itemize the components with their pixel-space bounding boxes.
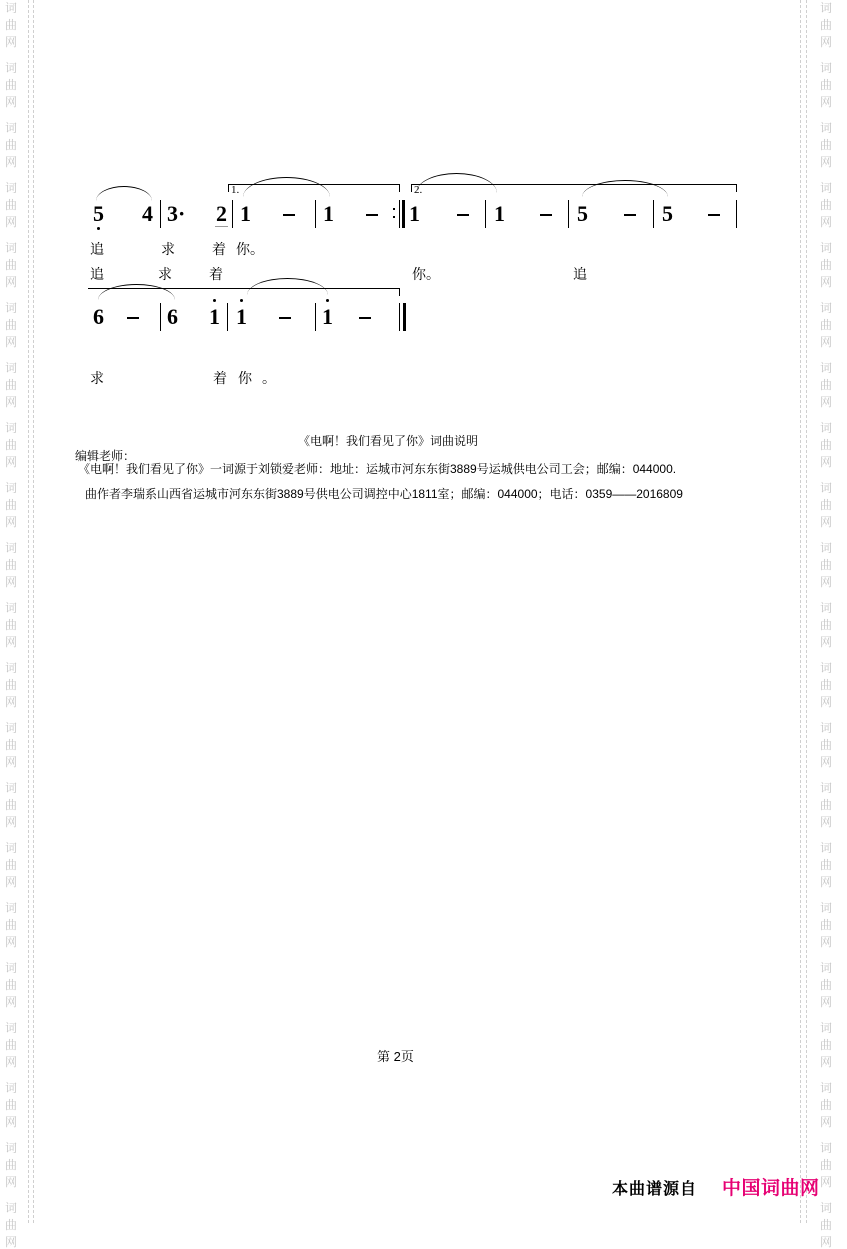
watermark-char: 曲 [5, 378, 18, 392]
watermark-char: 曲 [820, 738, 833, 752]
watermark-char: 网 [5, 635, 18, 649]
sustain-dash [457, 214, 469, 216]
watermark-char: 网 [820, 95, 833, 109]
watermark-char: 曲 [5, 18, 18, 32]
watermark-char: 曲 [5, 438, 18, 452]
watermark-char: 网 [5, 95, 18, 109]
watermark-char: 曲 [820, 618, 833, 632]
watermark-char: 曲 [5, 798, 18, 812]
watermark-dash-line [806, 0, 807, 1223]
note: 6 [167, 304, 178, 329]
sustain-dash [283, 214, 295, 216]
watermark-char: 曲 [820, 438, 833, 452]
watermark-char: 曲 [5, 558, 18, 572]
watermark-char: 曲 [5, 918, 18, 932]
watermark-char: 词 [820, 481, 833, 495]
watermark-char: 词 [820, 841, 833, 855]
watermark-char: 词 [820, 301, 833, 315]
watermark-char: 曲 [820, 978, 833, 992]
sustain-dash [127, 317, 139, 319]
watermark-char: 网 [5, 215, 18, 229]
watermark-char: 词 [5, 181, 18, 195]
lyric-char: 你。 [236, 241, 264, 257]
watermark-char: 网 [820, 1235, 833, 1249]
watermark-char: 网 [5, 995, 18, 1009]
watermark-char: 词 [5, 421, 18, 435]
watermark-char: 曲 [820, 18, 833, 32]
watermark-char: 网 [5, 1115, 18, 1129]
lyrics-row-3 [0, 370, 847, 392]
watermark-char: 网 [5, 35, 18, 49]
watermark-char: 网 [5, 335, 18, 349]
watermark-char: 曲 [820, 858, 833, 872]
watermark-char: 词 [820, 181, 833, 195]
watermark-char: 词 [820, 1201, 833, 1215]
watermark-char: 曲 [5, 198, 18, 212]
note: 2 [216, 201, 227, 226]
watermark-char: 网 [5, 395, 18, 409]
sustain-dash [359, 317, 371, 319]
note: 1 [240, 201, 251, 226]
watermark-char: 词 [5, 1021, 18, 1035]
footer-site-name: 中国词曲网 [722, 1178, 820, 1199]
slur [582, 180, 668, 197]
watermark-char: 曲 [5, 618, 18, 632]
watermark-char: 网 [820, 1055, 833, 1069]
watermark-char: 曲 [820, 678, 833, 692]
watermark-char: 词 [5, 961, 18, 975]
barline [315, 303, 316, 331]
slur [416, 173, 497, 193]
watermark-char: 曲 [820, 918, 833, 932]
watermark-char: 曲 [5, 138, 18, 152]
watermark-char: 曲 [820, 378, 833, 392]
watermark-char: 网 [820, 635, 833, 649]
watermark-char: 词 [5, 901, 18, 915]
volta-tick [399, 184, 400, 192]
watermark-char: 网 [820, 1175, 833, 1189]
watermark-char: 网 [5, 755, 18, 769]
watermark-char: 词 [5, 721, 18, 735]
lyric-char: 追 [90, 266, 104, 282]
watermark-char: 网 [820, 995, 833, 1009]
watermark-char: 网 [820, 215, 833, 229]
watermark-char: 网 [820, 35, 833, 49]
watermark-char: 网 [5, 1055, 18, 1069]
watermark-char: 词 [820, 601, 833, 615]
watermark-char: 网 [5, 815, 18, 829]
watermark-char: 曲 [5, 978, 18, 992]
watermark-char: 词 [820, 61, 833, 75]
notes-title: 《电啊！我们看见了你》词曲说明 [298, 434, 479, 448]
watermark-char: 曲 [5, 1158, 18, 1172]
watermark-char: 曲 [5, 498, 18, 512]
watermark-char: 词 [820, 241, 833, 255]
watermark-char: 网 [820, 395, 833, 409]
notes-paragraph-2: 曲作者李瑞系山西省运城市河东东街3889号供电公司调控中心1811室；邮编：044000；电话：0359——2016809 [85, 487, 683, 501]
note: 1 [494, 201, 505, 226]
watermark-char: 曲 [5, 78, 18, 92]
watermark-char: 网 [820, 815, 833, 829]
lyric-char: 着 [213, 370, 227, 386]
watermark-char: 词 [5, 1081, 18, 1095]
notes-editor-line: 编辑老师： [75, 449, 136, 463]
note: 1 [322, 303, 333, 331]
watermark-dash-line [28, 0, 29, 1223]
note: 1 [409, 201, 420, 226]
barline [736, 200, 737, 228]
watermark-dash-line [33, 0, 34, 1223]
watermark-char: 曲 [820, 498, 833, 512]
volta-tick [228, 184, 229, 192]
watermark-char: 曲 [5, 258, 18, 272]
watermark-char: 网 [820, 275, 833, 289]
lyric-char: 着 [212, 241, 226, 257]
watermark-char: 词 [5, 841, 18, 855]
watermark-char: 词 [820, 1, 833, 15]
lyric-char: 求 [158, 266, 172, 282]
barline [653, 200, 654, 228]
sustain-dash [708, 214, 720, 216]
watermark-char: 词 [820, 1081, 833, 1095]
sustain-dash [624, 214, 636, 216]
barline [315, 200, 316, 228]
watermark-char: 曲 [820, 1038, 833, 1052]
watermark-char: 曲 [5, 1098, 18, 1112]
octave-dot-above [240, 299, 243, 302]
watermark-char: 网 [820, 515, 833, 529]
watermark-char: 曲 [820, 798, 833, 812]
notes-row-2 [0, 303, 847, 333]
note: 1 [209, 303, 220, 331]
watermark-char: 词 [5, 1, 18, 15]
note: 1 [236, 303, 247, 331]
watermark-char: 词 [5, 601, 18, 615]
watermark-char: 网 [5, 575, 18, 589]
watermark-char: 网 [5, 935, 18, 949]
watermark-char: 网 [5, 695, 18, 709]
watermark-char: 网 [820, 755, 833, 769]
watermark-char: 词 [5, 61, 18, 75]
note: 3· [167, 201, 186, 226]
octave-dot-below [97, 227, 100, 230]
watermark-char: 曲 [5, 318, 18, 332]
barline [232, 200, 233, 228]
lyric-char: 求 [90, 370, 104, 386]
watermark-char: 词 [5, 661, 18, 675]
watermark-char: 曲 [5, 858, 18, 872]
watermark-char: 曲 [5, 1218, 18, 1232]
watermark-char: 曲 [820, 558, 833, 572]
barline [160, 303, 161, 331]
watermark-char: 词 [5, 241, 18, 255]
watermark-char: 词 [820, 721, 833, 735]
lyric-char: 你 [238, 370, 252, 386]
watermark-char: 网 [820, 1115, 833, 1129]
octave-dot-above [213, 299, 216, 302]
watermark-char: 曲 [820, 1158, 833, 1172]
footer-source-label: 本曲谱源自 [612, 1181, 698, 1198]
watermark-char: 词 [820, 661, 833, 675]
slur [96, 186, 152, 201]
watermark-char: 曲 [820, 258, 833, 272]
volta-tick [411, 184, 412, 192]
watermark-char: 网 [820, 875, 833, 889]
volta-1-label: 1. [231, 184, 240, 196]
watermark-char: 曲 [820, 138, 833, 152]
watermark-char: 网 [820, 575, 833, 589]
volta-tick [399, 288, 400, 296]
note: 5 [93, 200, 104, 228]
note: 5 [662, 201, 673, 226]
watermark-char: 词 [5, 361, 18, 375]
watermark-char: 网 [5, 515, 18, 529]
watermark-char: 词 [820, 541, 833, 555]
watermark-dash-line [800, 0, 801, 1223]
watermark-char: 词 [5, 481, 18, 495]
watermark-char: 网 [5, 1235, 18, 1249]
lyrics-row-1 [0, 242, 847, 260]
watermark-char: 曲 [820, 198, 833, 212]
watermark-char: 词 [5, 781, 18, 795]
watermark-char: 曲 [5, 678, 18, 692]
sustain-dash [540, 214, 552, 216]
slur [243, 177, 330, 197]
sustain-dash [366, 214, 378, 216]
watermark-char: 曲 [820, 1218, 833, 1232]
lyric-char: 追 [90, 241, 104, 257]
watermark-char: 网 [5, 875, 18, 889]
lyric-char: 。 [262, 370, 276, 386]
notes-paragraph-1: 《电啊！我们看见了你》一词源于刘锁爱老师：地址：运城市河东东街3889号运城供电公司工会；邮编：044000. [78, 462, 677, 476]
watermark-char: 曲 [5, 1038, 18, 1052]
lyrics-row-2 [0, 267, 847, 285]
watermark-char: 曲 [820, 78, 833, 92]
watermark-char: 词 [5, 301, 18, 315]
volta-tick [736, 184, 737, 192]
note: 4 [142, 201, 153, 226]
note: 5 [577, 201, 588, 226]
barline [227, 303, 228, 331]
lyric-char: 你。 [412, 266, 440, 282]
slur [98, 284, 175, 300]
note: 6 [93, 304, 104, 329]
watermark-char: 词 [5, 121, 18, 135]
watermark-char: 词 [5, 1201, 18, 1215]
lyric-char: 着 [209, 266, 223, 282]
lyric-char: 追 [573, 266, 587, 282]
watermark-char: 网 [5, 455, 18, 469]
barline [160, 200, 161, 228]
watermark-char: 词 [820, 1021, 833, 1035]
barline [485, 200, 486, 228]
notes-row-1 [0, 200, 847, 230]
watermark-char: 词 [820, 361, 833, 375]
watermark-char: 网 [5, 155, 18, 169]
watermark-char: 曲 [5, 738, 18, 752]
lyric-char: 求 [161, 241, 175, 257]
watermark-char: 词 [820, 121, 833, 135]
watermark-char: 词 [820, 961, 833, 975]
octave-dot-above [326, 299, 329, 302]
sustain-dash [279, 317, 291, 319]
watermark-char: 词 [820, 781, 833, 795]
watermark-char: 网 [820, 935, 833, 949]
watermark-char: 网 [820, 155, 833, 169]
watermark-char: 网 [5, 275, 18, 289]
page-number: 第 2页 [377, 1049, 414, 1064]
watermark-char: 曲 [820, 318, 833, 332]
watermark-char: 网 [820, 335, 833, 349]
watermark-char: 网 [820, 695, 833, 709]
watermark-char: 词 [5, 541, 18, 555]
watermark-char: 曲 [820, 1098, 833, 1112]
barline [568, 200, 569, 228]
watermark-char: 词 [5, 1141, 18, 1155]
volta-2-label: 2. [414, 184, 423, 196]
eighth-underline [215, 226, 228, 227]
watermark-char: 词 [820, 901, 833, 915]
watermark-char: 网 [5, 1175, 18, 1189]
note: 1 [323, 201, 334, 226]
watermark-char: 词 [820, 1141, 833, 1155]
watermark-char: 网 [820, 455, 833, 469]
watermark-char: 词 [820, 421, 833, 435]
